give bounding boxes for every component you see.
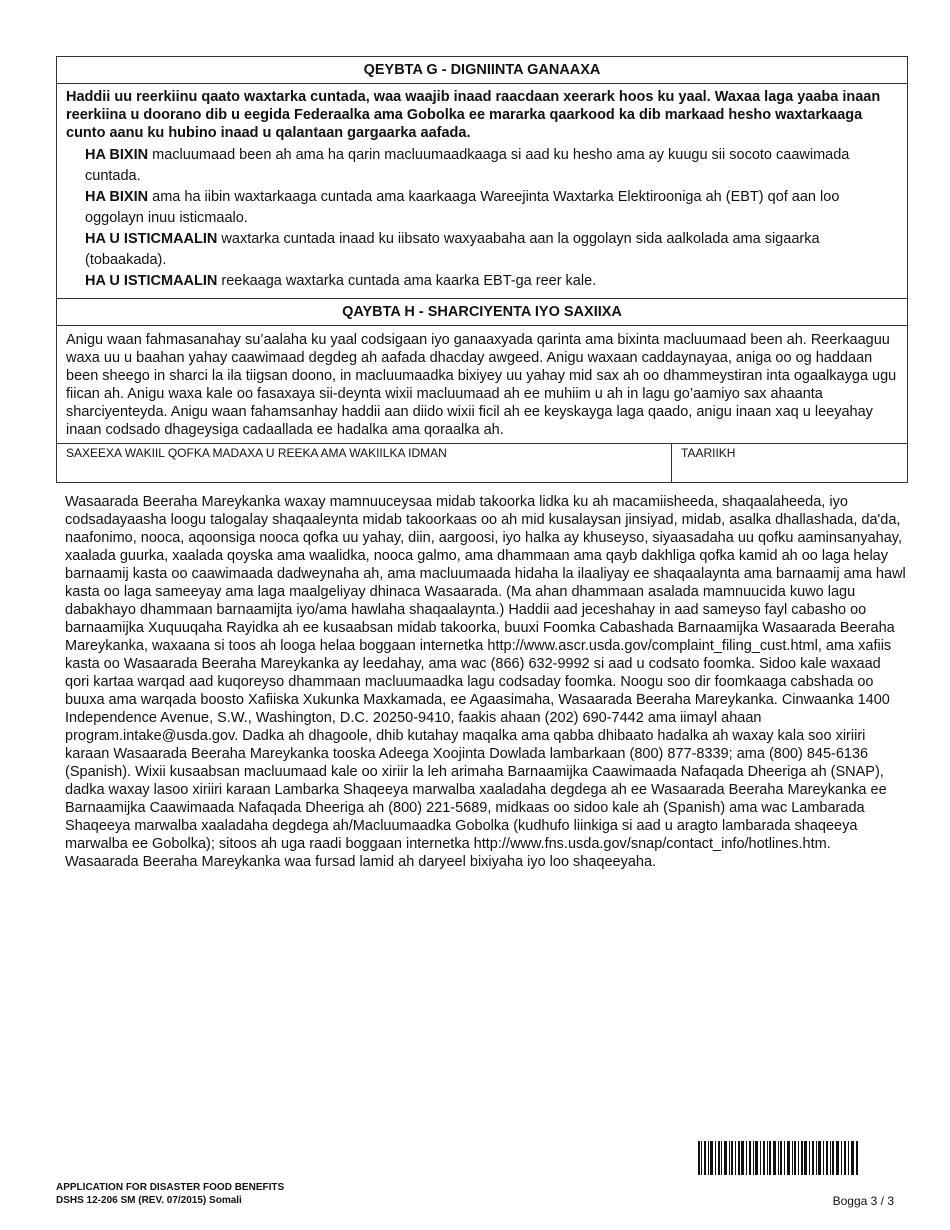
rule-lead: HA U ISTICMAALIN <box>85 273 218 289</box>
application-form <box>56 56 908 483</box>
section-g-title: QEYBTA G - DIGNIINTA GANAAXA <box>57 57 907 84</box>
rule-lead: HA BIXIN <box>85 147 149 163</box>
rule-item <box>66 271 898 292</box>
section-g-body <box>57 84 907 299</box>
barcode-icon <box>698 1141 858 1175</box>
section-g-intro: Haddii uu reerkiinu qaato waxtarka cuntada, waa waajib inaad raacdaan xeerark hoos ku yaal. Waxaa laga yaaba inaan reerkiina u doorano dib u eegida Federaalka ama Gobolka ee mararka qaarkood ka dib markaad hesho waxtarkaaga cunto aanu ku hubino inaad u qalantaan gargaarka aafada. <box>66 89 881 141</box>
signature-row <box>57 444 907 482</box>
section-h-title: QAYBTA H - SHARCIYENTA IYO SAXIIXA <box>57 299 907 326</box>
rule-item <box>66 145 898 187</box>
rule-text: ama ha iibin waxtarkaaga cuntada ama kaarkaaga Wareejinta Waxtarka Elektirooniga ah (EBT) qof aan loo oggolayn inuu isticmaalo. <box>85 189 840 226</box>
rule-item <box>66 229 898 271</box>
rule-text: macluumaad been ah ama ha qarin macluumaadkaaga si aad ku hesho ama ay kuugu sii socoto caawimada cuntada. <box>85 147 850 184</box>
date-label: TAARIIKH <box>681 446 736 460</box>
certification-text: Anigu waan fahmasanahay su’aalaha ku yaal codsigaan iyo ganaaxyada qarinta ama bixinta macluumaad been ah. Reerkaaguu waxa uu u baahan yahay caawimaad degdeg ah aafada dhacday awgeed. Anigu waxaan caddaynayaa, aniga oo og haddaan been sheego in sharci la ila tiigsan doono, in macluumaadka bixiyey uu yahay mid sax ah oo dhammeystiran inta ogaalkayga ugu fiican ah. Anigu waxa kale oo fasaxaya sii-deynta wixii macluumaad ah ee muhiim u ah in lagu go’aamiyo sax ahaanta sharciyenteyda. Anigu waan fahamsanhay haddii aan diido wixii ficil ah ee keyskayga laga qaado, anigu inaan xaq u leeyahay inaan codsado dhageysiga cadaallada ee hadalka ama qoraalka ah. <box>57 326 907 444</box>
nondiscrimination-statement: Wasaarada Beeraha Mareykanka waxay mamnuuceysaa midab takoorka lidka ku ah macamiisheeda, shaqaalaheeda, iyo codsadayaasha loogu talogalay shaqaaleynta midab takoorkaas oo ah mid kusalaysan jinsiyad, midab, asalka dhallashada, da'da, naafonimo, nooca, aqoonsiga nooca qofka uu yahay, diin, aargoosi, iyo halka ay khuseyso, siyaasadaha uu qofku aaminsanyahay, xaalada guurka, xaalada qoyska ama waalidka, nooca galmo, ama dhammaan ama qayb dakhliga qofka kamid ah oo laga helay barnaamij kasta oo caawimaada dadweynaha ah, ama macluumaada hidaha la ilaaliyay ee shaqaalaynta ama barnaamij ama hawl kasta oo laga sameeyay ama laga maalgeliyay dhinaca Wasaarada. (Ma ahan dhammaan asalada mamnuucida kuwo lagu dabakhayo dhammaan barnaamijta iyo/ama hawlaha shaqaalaynta.) Haddii aad jeceshahay in aad sameyso fayl cabasho oo barnaamijka Xuquuqaha Rayidka ah ee kusaabsan midab takoorka, buuxi Foomka Cabashada Barnaamijka Wasaarada Beeraha Mareykanka, waxaana si toos ah looga helaa boggaan internetka http://www.ascr.usda.gov/complaint_filing_cust.html, ama xafiis kasta oo Wasaarada Beeraha Mareykanka ay leedahay, ama wac (866) 632-9992 si aad u codsato foomka. Sidoo kale waxaad qori kartaa warqad aad kuqoreyso dhammaan macluumaadka lagu codsaday foomka. Noogu soo dir foomkaaga cabshada oo buuxa ama warqada boosto Xafiiska Xukunka Maxkamada, ee Agaasimaha, Wasaarada Beeraha Mareykanka. Cinwaanka 1400 Independence Avenue, S.W., Washington, D.C. 20250-9410, faakis ahaan (202) 690-7442 ama iimayl ahaan program.intake@usda.gov. Dadka ah dhagoole, dhib kutahay maqalka ama qabba dhibaato hadalka ah waxay kala soo xiriiri karaan Wasaarada Beeraha Mareykanka tooska Adeega Xoojinta Dowlada lambarkaan (800) 877-8339; ama (800) 845-6136 (Spanish). Wixii kusaabsan macluumaad kale oo xiriir la leh arimaha Barnaamijka Caawimaada Nafaqada Dheeriga ah (SNAP), dadka waxay lasoo xiriiri karaan Lambarka Shaqeeya marwalba xaaladaha degdega ah ee Wasaarada Beeraha Mareykanka ee Barnaamijka Caawimaada Nafaqada Dheeriga ah (800) 221-5689, midkaas oo sidoo kale ah (Spanish) ama wac Lambarada Shaqeeya marwalba xaaladaha degdega ah/Macluumaadka Gobolka (kudhufo liinkiga si aad u aragto lambarada shaqeeya marwalba ee Gobolka); sitoos ah uga raadi boggaan internetka http://www.fns.usda.gov/snap/contact_info/hotlines.htm. Wasaarada Beeraha Mareykanka waa fursad lamid ah daryeel bixiyaha iyo loo shaqeeyaha. <box>65 494 906 870</box>
rule-text: waxtarka cuntada inaad ku iibsato waxyaabaha aan la oggolayn sida aalkolada ama sigaarka (tobaakada). <box>85 231 820 268</box>
page-number: Bogga 3 / 3 <box>832 1194 894 1208</box>
form-title: APPLICATION FOR DISASTER FOOD BENEFITS <box>56 1182 285 1193</box>
form-id: DSHS 12-206 SM (REV. 07/2015) Somali <box>56 1195 242 1206</box>
date-field[interactable] <box>672 444 907 482</box>
rule-lead: HA BIXIN <box>85 189 149 205</box>
form-footer <box>56 1181 284 1207</box>
rule-text: reekaaga waxtarka cuntada ama kaarka EBT-ga reer kale. <box>217 273 597 289</box>
rule-lead: HA U ISTICMAALIN <box>85 231 218 247</box>
rule-item <box>66 187 898 229</box>
signature-label: SAXEEXA WAKIIL QOFKA MADAXA U REEKA AMA WAKIILKA IDMAN <box>66 446 447 460</box>
signature-field[interactable] <box>57 444 672 482</box>
